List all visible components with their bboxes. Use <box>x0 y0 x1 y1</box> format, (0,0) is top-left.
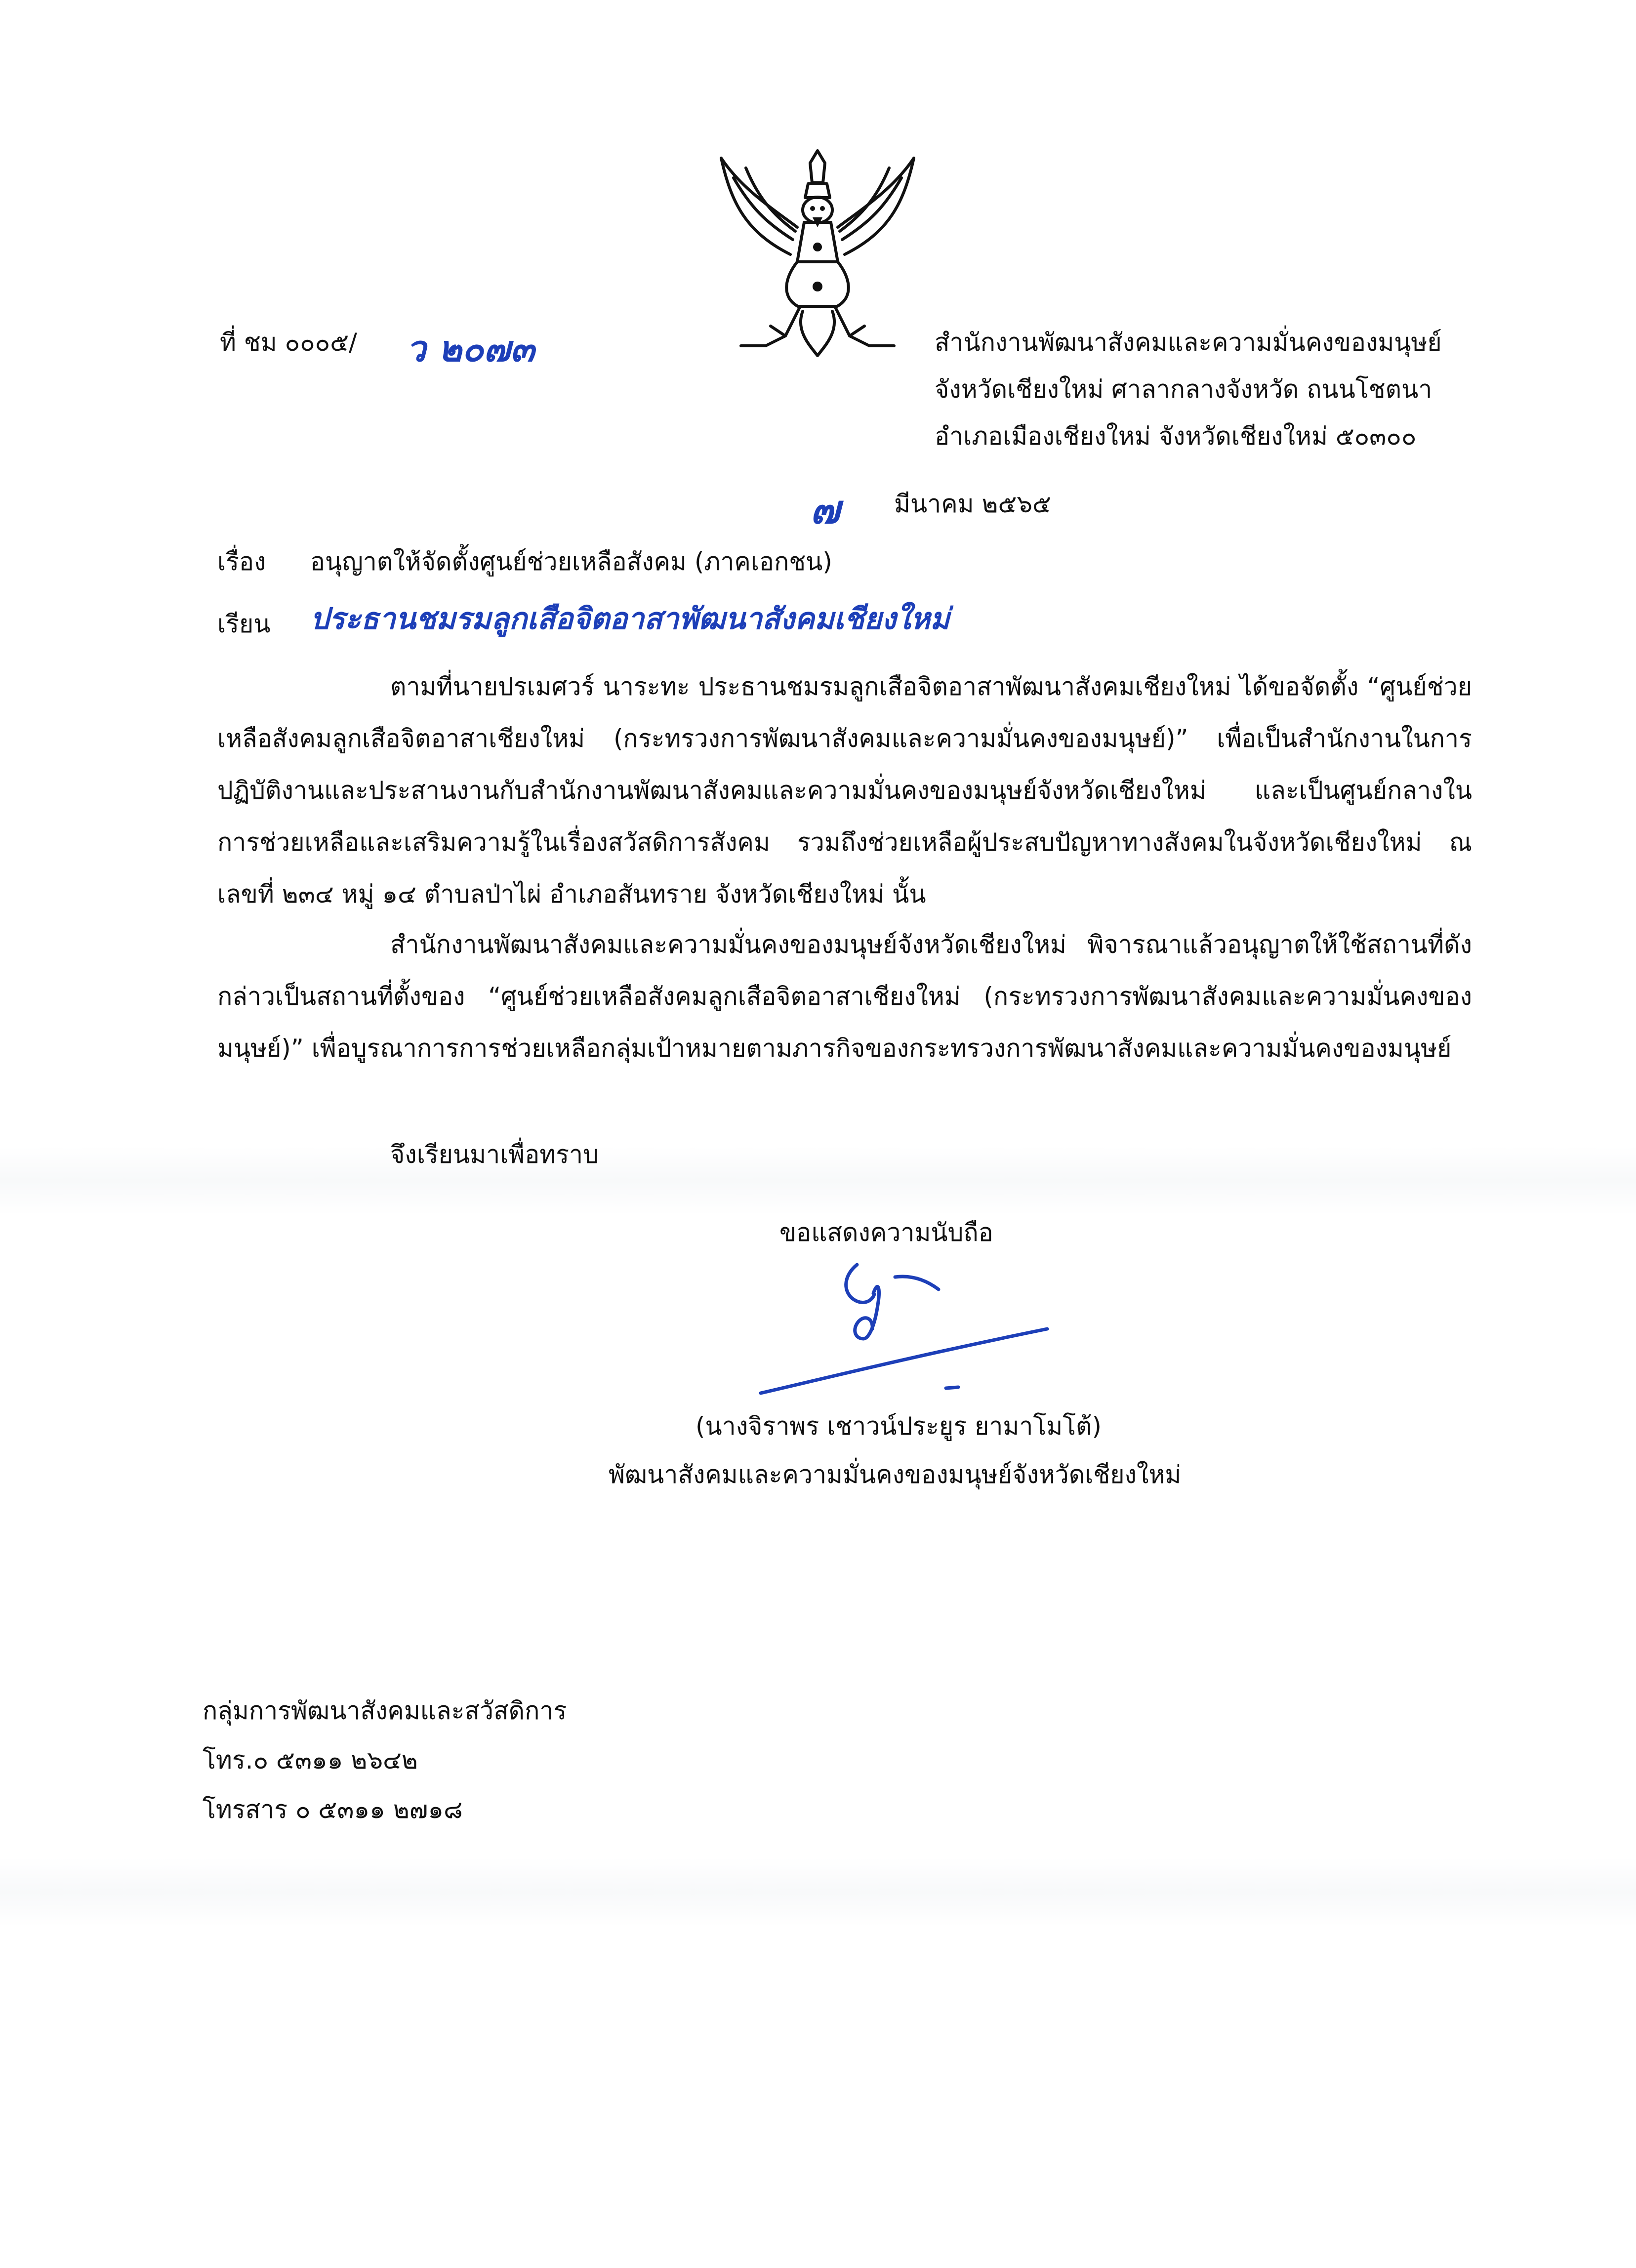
footer-phone: โทร.๐ ๕๓๑๑ ๒๖๔๒ <box>203 1746 418 1774</box>
subject-label: เรื่อง <box>217 547 266 576</box>
footer-fax: โทรสาร ๐ ๕๓๑๑ ๒๗๑๘ <box>203 1795 463 1824</box>
footer-department: กลุ่มการพัฒนาสังคมและสวัสดิการ <box>203 1696 567 1725</box>
closing-request: จึงเรียนมาเพื่อทราบ <box>390 1140 599 1169</box>
subject-text: อนุญาตให้จัดตั้งศูนย์ช่วยเหลือสังคม (ภาคเอกชน) <box>310 547 832 576</box>
sender-address-line3: อำเภอเมืองเชียงใหม่ จังหวัดเชียงใหม่ ๕๐๓๐๐ <box>935 422 1417 451</box>
sender-address-line2: จังหวัดเชียงใหม่ ศาลากลางจังหวัด ถนนโชตนา <box>935 375 1432 404</box>
body-paragraph-1-text: ตามที่นายปรเมศวร์ นาระทะ ประธานชมรมลูกเสือจิตอาสาพัฒนาสังคมเชียงใหม่ ได้ขอจัดตั้ง “ศูนย์ช่วยเหลือสังคมลูกเสือจิตอาสาเชียงใหม่ (กระทรวงการพัฒนาสังคมและความมั่นคงของมนุษย์)” เพื่อเป็นสำนักงานในการปฏิบัติงานและประสานงานกับสำนักงานพัฒนาสังคมและความมั่นคงของมนุษย์จังหวัดเชียงใหม่ และเป็นศูนย์กลางในการช่วยเหลือและเสริมความรู้ในเรื่องสวัสดิการสังคม รวมถึงช่วยเหลือผู้ประสบปัญหาทางสังคมในจังหวัดเชียงใหม่ ณ เลขที่ ๒๓๔ หมู่ ๑๔ ตำบลป่าไผ่ อำเภอสันทราย จังหวัดเชียงใหม่ นั้น <box>217 672 1472 908</box>
body-paragraph-2-text: สำนักงานพัฒนาสังคมและความมั่นคงของมนุษย์จังหวัดเชียงใหม่ พิจารณาแล้วอนุญาตให้ใช้สถานที่ดังกล่าวเป็นสถานที่ตั้งของ “ศูนย์ช่วยเหลือสังคมลูกเสือจิตอาสาเชียงใหม่ (กระทรวงการพัฒนาสังคมและความมั่นคงของมนุษย์)” เพื่อบูรณาการการช่วยเหลือกลุ่มเป้าหมายตามภารกิจของกระทรวงการพัฒนาสังคมและความมั่นคงของมนุษย์ <box>217 930 1472 1063</box>
scan-artifact <box>0 1146 1636 1215</box>
scan-artifact <box>0 1857 1636 1927</box>
signature-mark <box>751 1255 1057 1403</box>
recipient-label: เรียน <box>217 610 271 638</box>
closing-salutation: ขอแสดงความนับถือ <box>779 1218 993 1247</box>
date-month-year: มีนาคม ๒๕๖๕ <box>894 490 1051 518</box>
body-paragraph-2 <box>217 919 1472 1074</box>
body-paragraph-1 <box>217 661 1472 920</box>
signatory-position: พัฒนาสังคมและความมั่นคงของมนุษย์จังหวัดเชียงใหม่ <box>609 1460 1182 1489</box>
date-day-handwritten: ๗ <box>810 487 840 533</box>
garuda-emblem <box>711 148 924 366</box>
signatory-name: (นางจิราพร เชาวน์ประยูร ยามาโมโต้) <box>695 1412 1102 1441</box>
sender-address-line1: สำนักงานพัฒนาสังคมและความมั่นคงของมนุษย์ <box>935 328 1442 357</box>
document-number-prefix: ที่ ชม ๐๐๐๕/ <box>220 328 357 357</box>
recipient-handwritten: ประธานชมรมลูกเสือจิตอาสาพัฒนาสังคมเชียงใหม่ <box>310 602 950 636</box>
document-number-handwritten: ว ๒๐๗๓ <box>406 328 535 370</box>
